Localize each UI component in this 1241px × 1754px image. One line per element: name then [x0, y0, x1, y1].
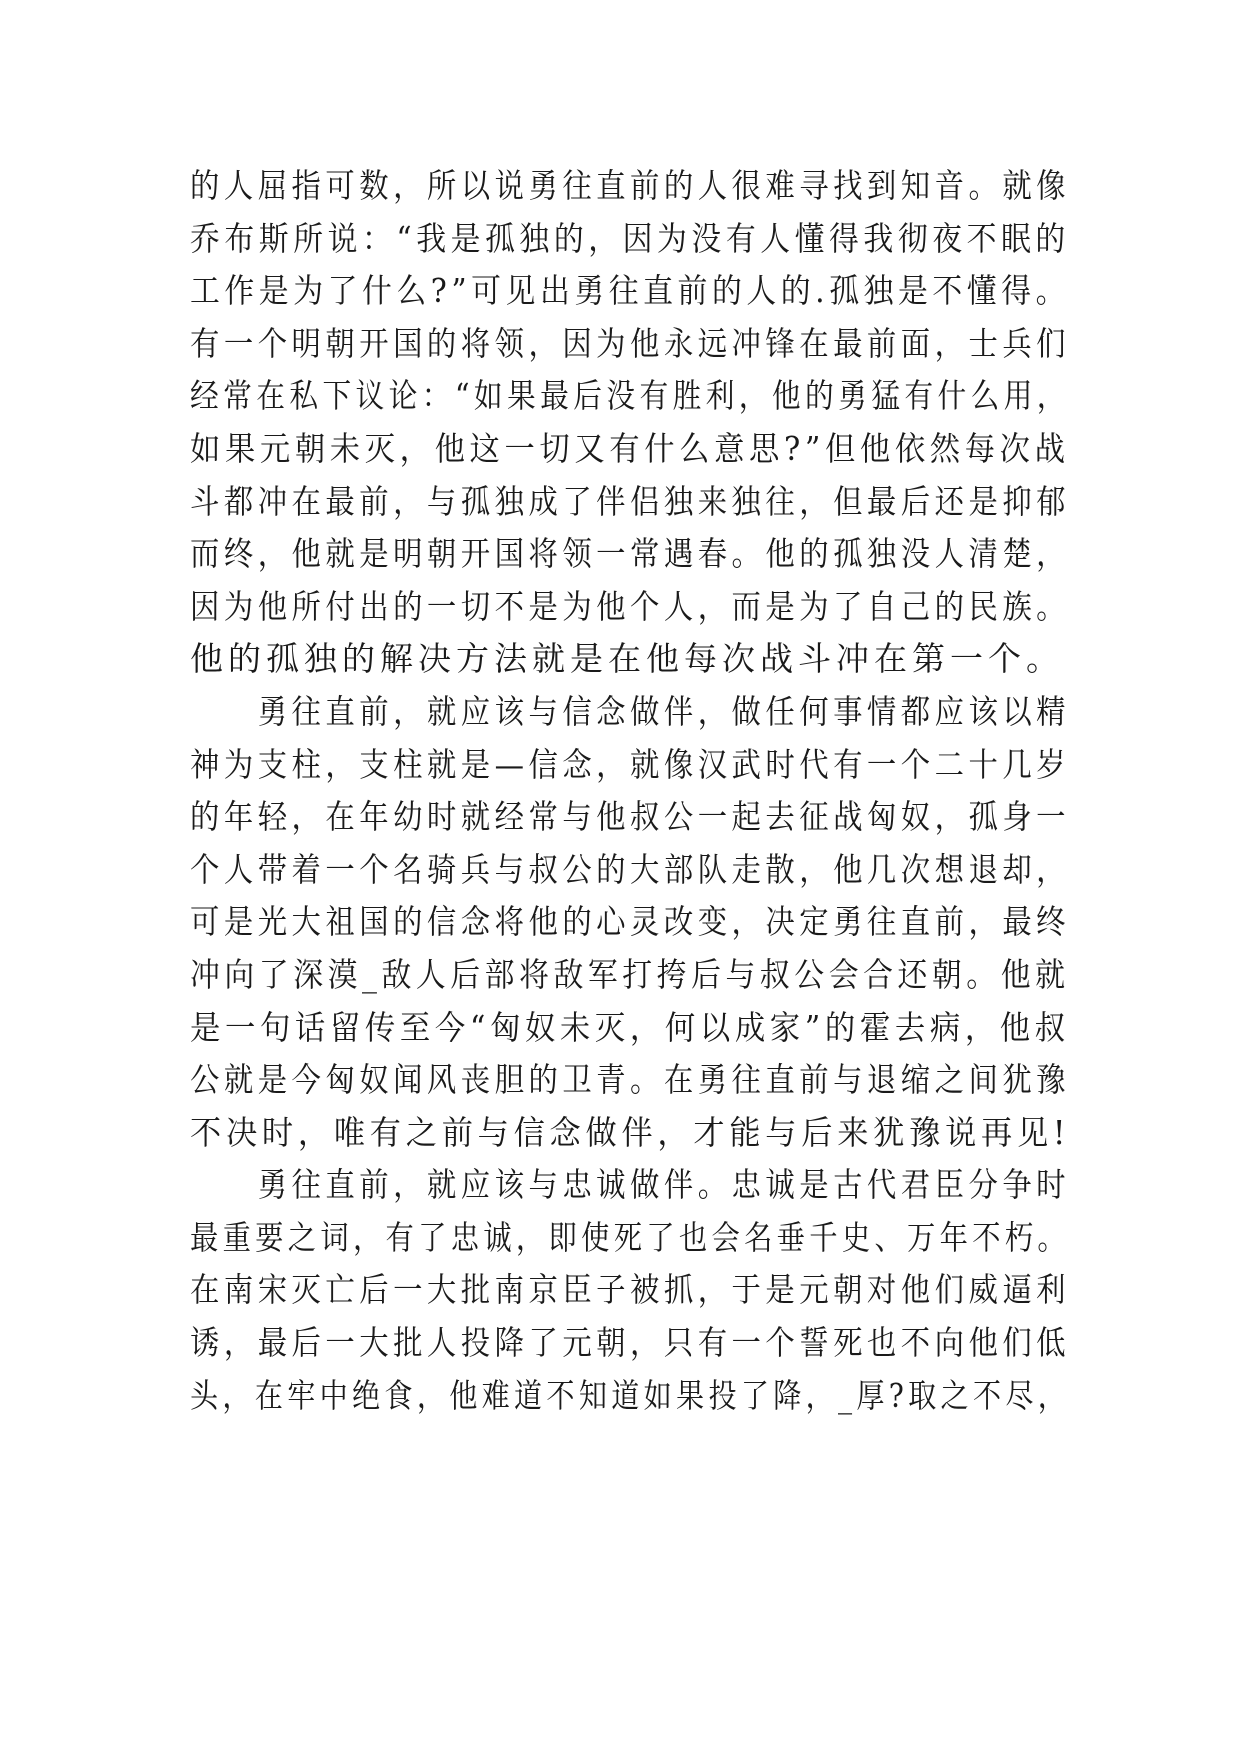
text-line: 因为他所付出的一切不是为他个人，而是为了自己的民族。: [190, 586, 1071, 626]
text-line: 神为支柱，支柱就是—信念，就像汉武时代有一个二十几岁: [190, 744, 1071, 784]
text-line: 斗都冲在最前，与孤独成了伴侣独来独往，但最后还是抑郁: [190, 481, 1071, 521]
text-line: 头，在牢中绝食，他难道不知道如果投了降，_厚?取之不尽，: [190, 1375, 1071, 1415]
text-line: 诱，最后一大批人投降了元朝，只有一个誓死也不向他们低: [190, 1323, 1071, 1363]
text-line: 在南宋灭亡后一大批南京臣子被抓，于是元朝对他们威逼利: [190, 1270, 1071, 1310]
paragraph-first-line: 勇往直前，就应该与信念做伴，做任何事情都应该以精: [257, 691, 1071, 731]
text-line: 冲向了深漠_敌人后部将敌军打挎后与叔公会合还朝。他就: [190, 954, 1070, 994]
text-line: 的年轻，在年幼时就经常与他叔公一起去征战匈奴，孤身一: [190, 797, 1071, 837]
body-text: [190, 160, 1070, 1422]
text-line: 公就是今匈奴闻风丧胆的卫青。在勇往直前与退缩之间犹豫: [190, 1060, 1071, 1100]
text-line: 他的孤独的解决方法就是在他每次战斗冲在第一个。: [190, 639, 1064, 679]
text-line: 不决时，唯有之前与信念做伴，才能与后来犹豫说再见!: [190, 1112, 1071, 1152]
text-line: 乔布斯所说：“我是孤独的，因为没有人懂得我彻夜不眠的: [190, 218, 1070, 258]
text-line: 有一个明朝开国的将领，因为他永远冲锋在最前面，士兵们: [190, 323, 1071, 363]
text-line: 工作是为了什么?”可见出勇往直前的人的.孤独是不懂得。: [190, 271, 1071, 311]
text-line: 个人带着一个名骑兵与叔公的大部队走散，他几次想退却，: [190, 849, 1071, 889]
text-line: 是一句话留传至今“匈奴未灭，何以成家”的霍去病，他叔: [190, 1007, 1070, 1047]
text-line: 如果元朝未灭，他这一切又有什么意思?”但他依然每次战: [190, 428, 1070, 468]
text-line: 最重要之词，有了忠诚，即使死了也会名垂千史、万年不朽。: [190, 1217, 1071, 1257]
text-line: 的人屈指可数，所以说勇往直前的人很难寻找到知音。就像: [190, 166, 1071, 205]
text-line: 可是光大祖国的信念将他的心灵改变，决定勇往直前，最终: [190, 902, 1071, 942]
text-line: 而终，他就是明朝开国将领一常遇春。他的孤独没人清楚，: [190, 534, 1071, 574]
paragraph-first-line: 勇往直前，就应该与忠诚做伴。忠诚是古代君臣分争时: [257, 1165, 1071, 1205]
text-line: 经常在私下议论：“如果最后没有胜利，他的勇猛有什么用，: [190, 376, 1070, 416]
